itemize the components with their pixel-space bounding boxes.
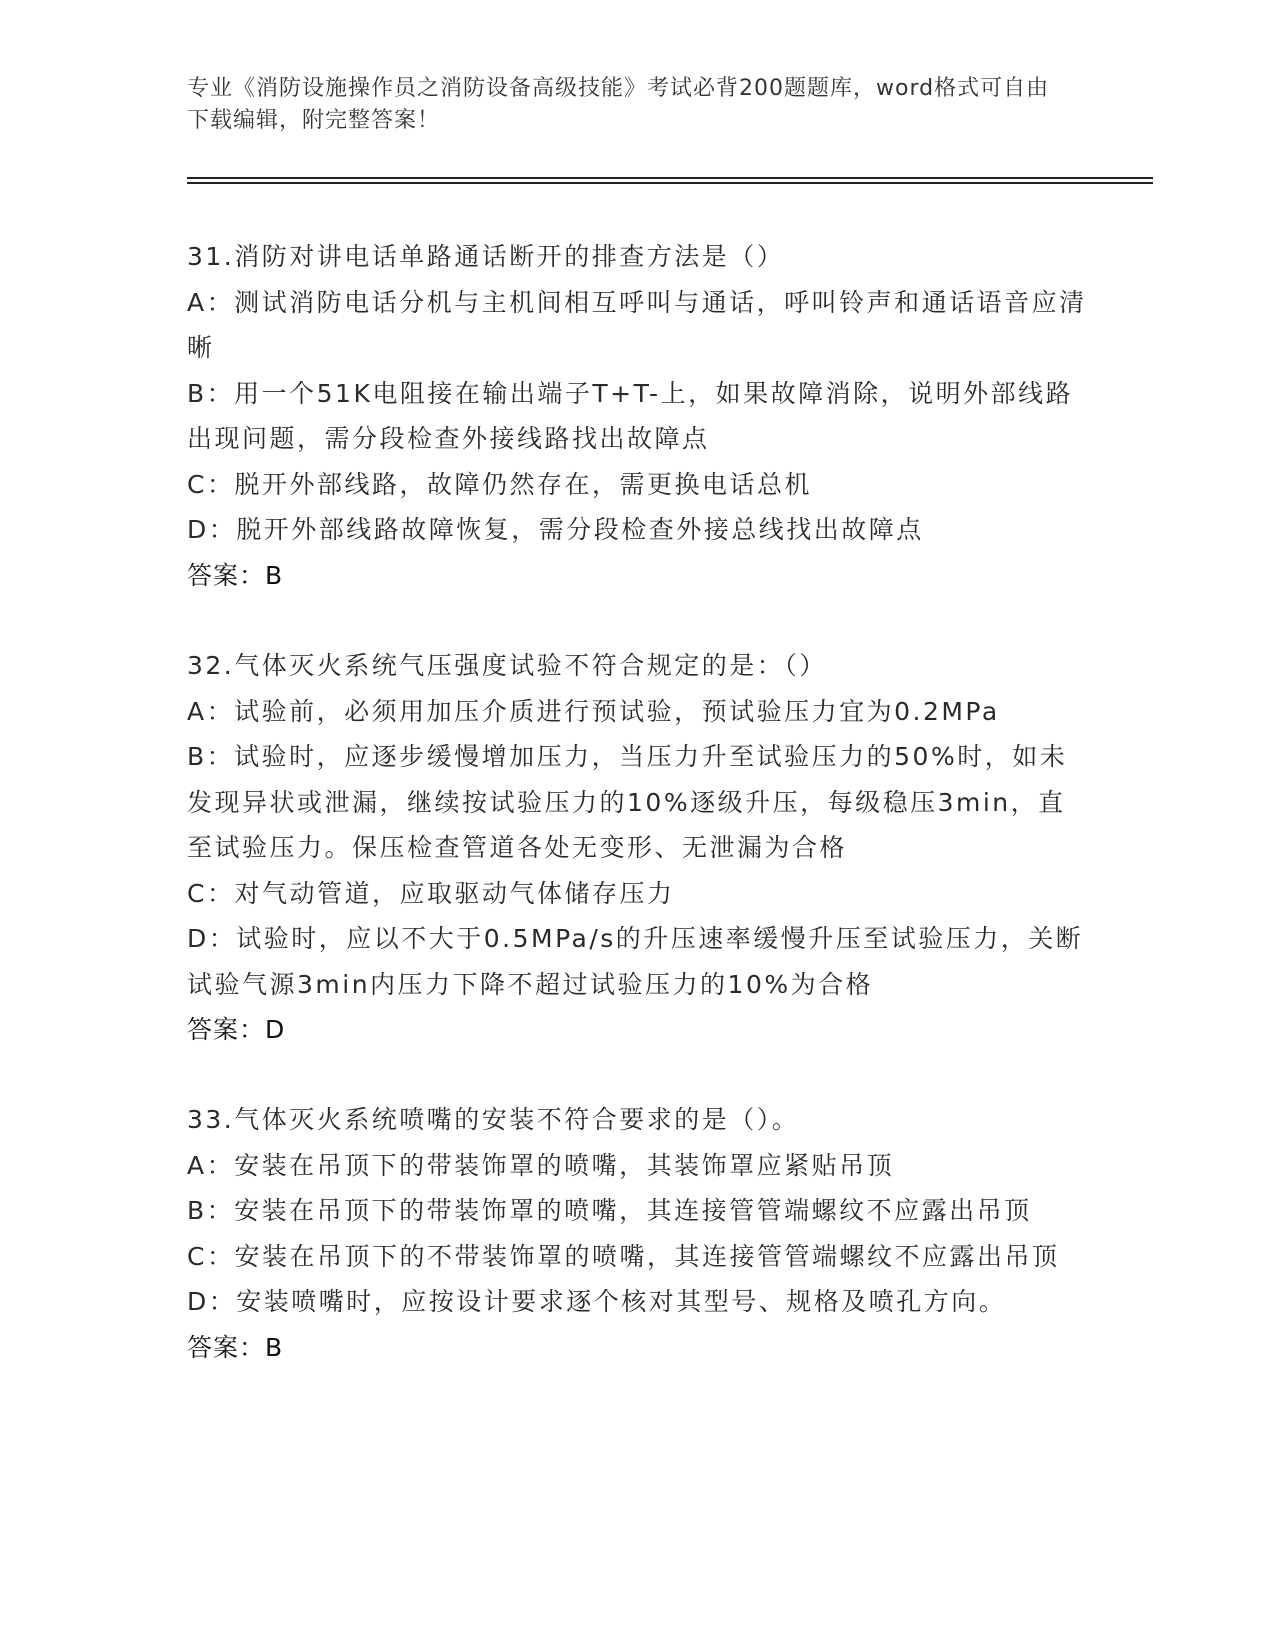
question-32 [187, 643, 1087, 1053]
option-b: B：安装在吊顶下的带装饰罩的喷嘴，其连接管管端螺纹不应露出吊顶 [187, 1196, 1032, 1225]
option-d: D：安装喷嘴时，应按设计要求逐个核对其型号、规格及喷孔方向。 [187, 1287, 1007, 1316]
option-a: A：试验前，必须用加压介质进行预试验，预试验压力宜为0.2MPa [187, 696, 1000, 726]
option-d: D：脱开外部线路故障恢复，需分段检查外接总线找出故障点 [187, 515, 924, 544]
question-33 [187, 1097, 1087, 1370]
option-b: B：用一个51K电阻接在输出端子T+T-上，如果故障消除，说明外部线路出现问题，需分段检查外接线路找出故障点 [187, 378, 1074, 453]
question-31 [187, 234, 1087, 598]
option-c: C：安装在吊顶下的不带装饰罩的喷嘴，其连接管管端螺纹不应露出吊顶 [187, 1241, 1060, 1271]
option-b: B：试验时，应逐步缓慢增加压力，当压力升至试验压力的50%时，如未发现异状或泄漏，继续按试验压力的10%逐级升压，每级稳压3min，直至试验压力。保压检查管道各处无变形、无泄漏为合格 [187, 742, 1068, 862]
answer-line: 答案：D [187, 1015, 286, 1044]
answer-line: 答案：B [187, 1332, 284, 1362]
header-divider-bottom [187, 182, 1153, 184]
option-d: D：试验时，应以不大于0.5MPa/s的升压速率缓慢升压至试验压力，关断试验气源3min内压力下降不超过试验压力的10%为合格 [187, 924, 1084, 999]
option-a: A：安装在吊顶下的带装饰罩的喷嘴，其装饰罩应紧贴吊顶 [187, 1150, 895, 1180]
option-a: A：测试消防电话分机与主机间相互呼叫与通话，呼叫铃声和通话语音应清晰 [187, 287, 1087, 362]
document-intro: 专业《消防设施操作员之消防设备高级技能》考试必背200题题库，word格式可自由下载编辑，附完整答案！ [187, 76, 1050, 133]
answer-line: 答案：B [187, 560, 284, 590]
option-c: C：对气动管道，应取驱动气体储存压力 [187, 878, 675, 908]
question-stem: 33.气体灭火系统喷嘴的安装不符合要求的是（）。 [187, 1105, 800, 1134]
option-c: C：脱开外部线路，故障仍然存在，需更换电话总机 [187, 469, 812, 499]
question-stem: 32.气体灭火系统气压强度试验不符合规定的是：（） [187, 651, 827, 680]
question-stem: 31.消防对讲电话单路通话断开的排查方法是（） [187, 242, 785, 271]
header-divider-top [187, 177, 1153, 179]
